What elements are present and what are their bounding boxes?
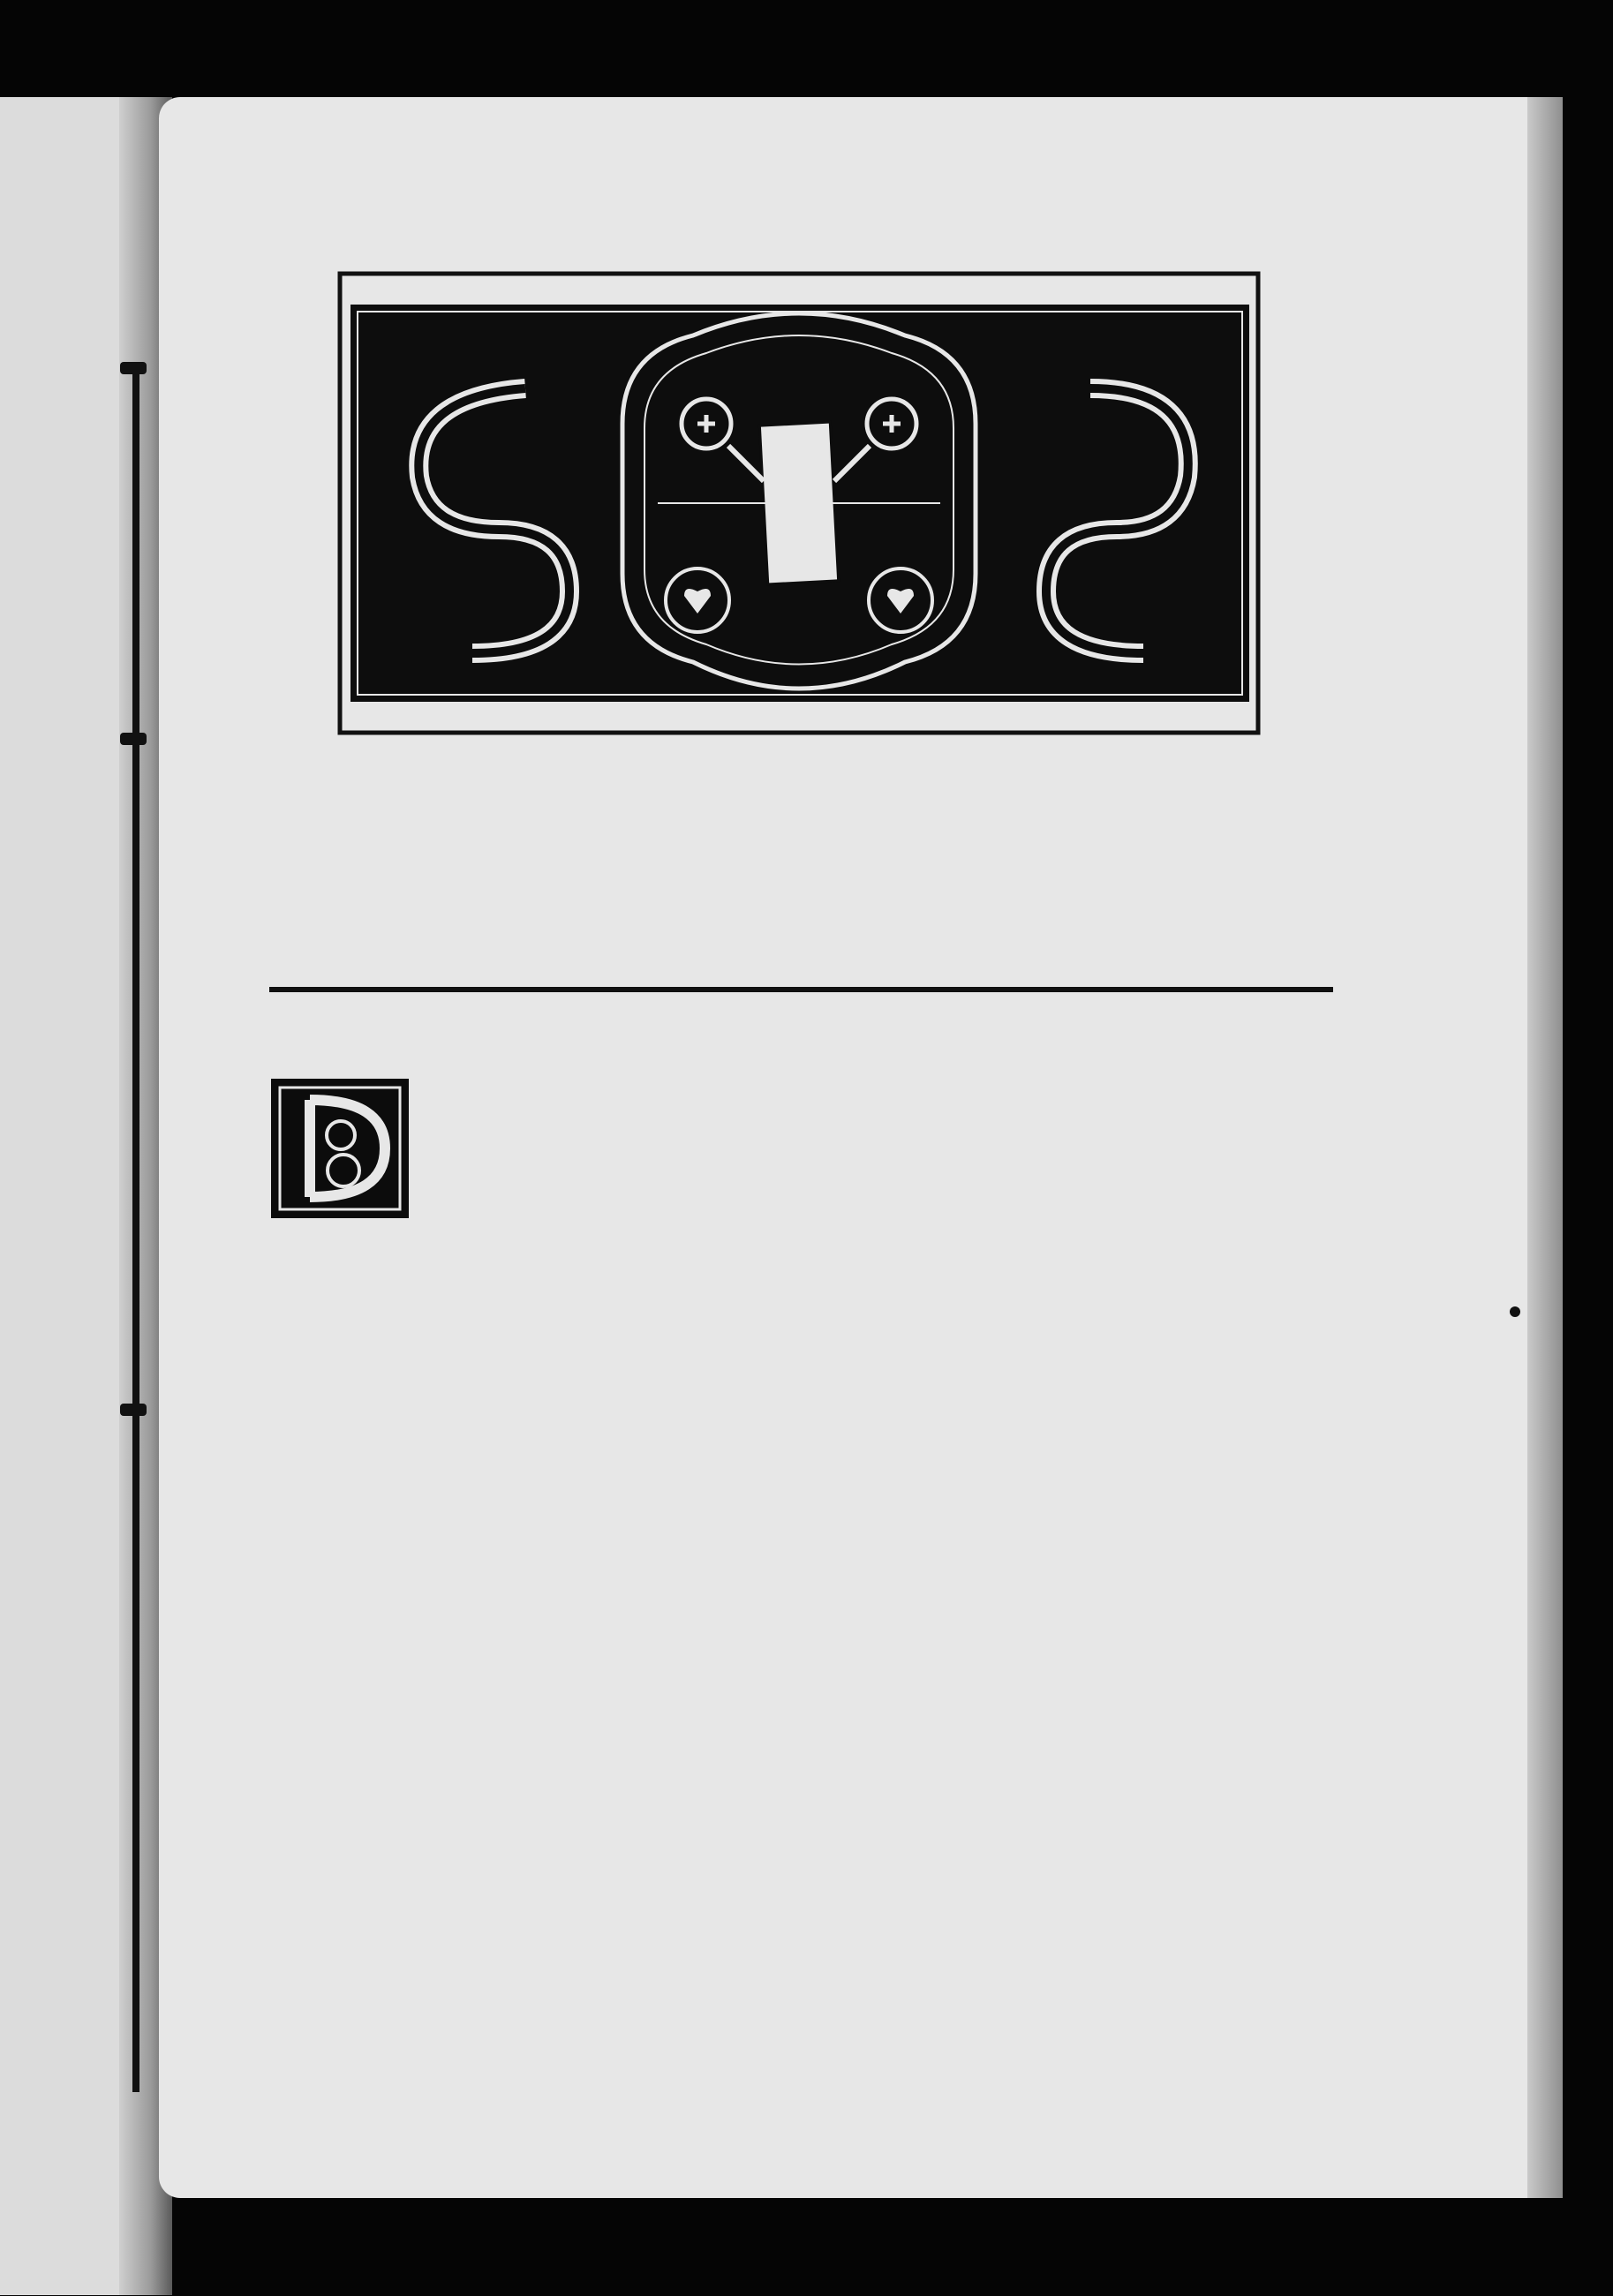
chapter-title [269, 812, 1338, 890]
ink-spot [1510, 1306, 1520, 1317]
drop-cap-art [275, 1082, 405, 1215]
body-text [271, 1068, 1338, 1222]
rule-knob [120, 1404, 147, 1416]
left-page-border-rule [132, 362, 139, 2092]
drop-cap [271, 1079, 409, 1218]
zigzag-divider [269, 1003, 1333, 1024]
page-edge [1527, 97, 1563, 2198]
rule-knob [120, 733, 147, 745]
title-rule [269, 987, 1333, 992]
header-ornament [269, 238, 1338, 768]
ornament-artwork [269, 238, 1338, 768]
rule-knob [120, 362, 147, 374]
